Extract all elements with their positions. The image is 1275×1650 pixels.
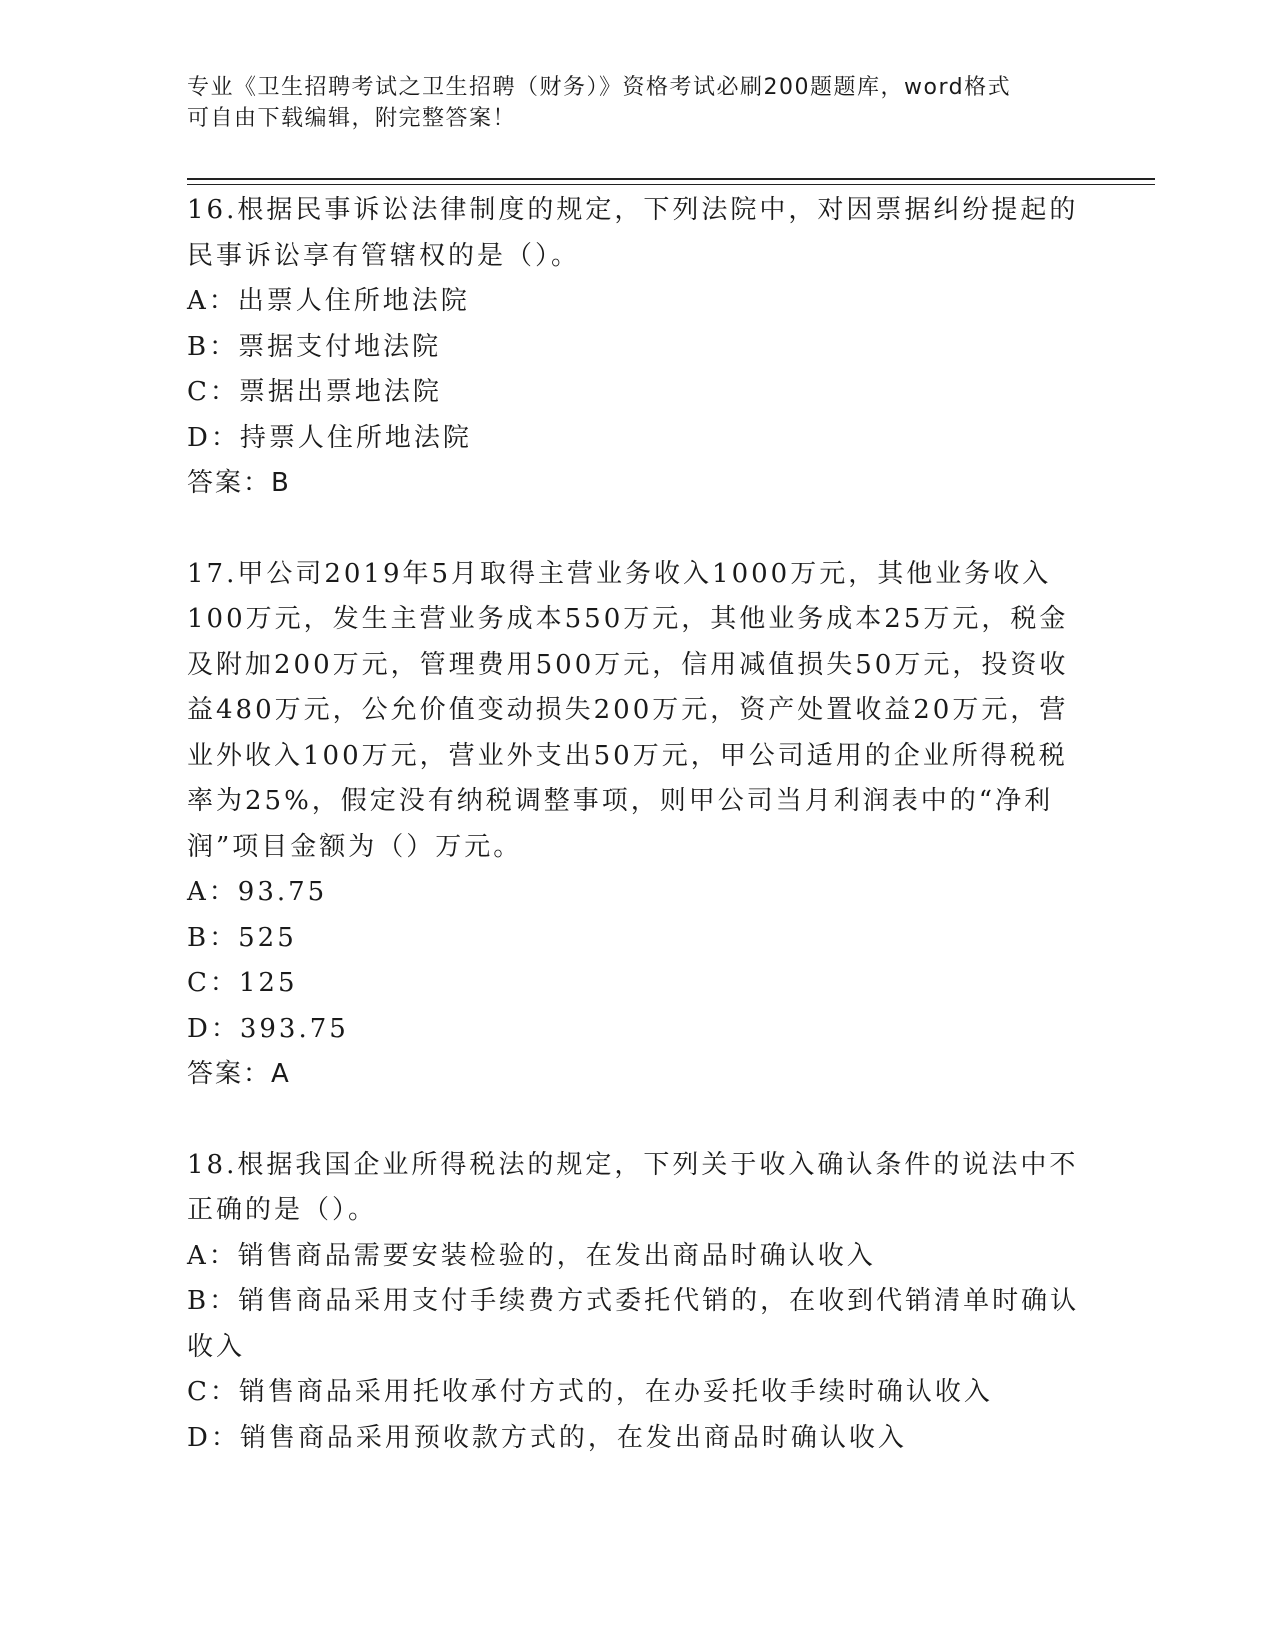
option-a: A：销售商品需要安装检验的，在发出商品时确认收入 [187, 1240, 876, 1271]
question-stem-line: 18.根据我国企业所得税法的规定，下列关于收入确认条件的说法中不 [187, 1149, 1079, 1180]
question-16 [187, 188, 1087, 507]
answer-label: 答案：A [187, 1059, 291, 1089]
option-d: D：持票人住所地法院 [187, 422, 472, 453]
question-stem-line: 民事诉讼享有管辖权的是（）。 [187, 240, 581, 271]
option-a: A：出票人住所地法院 [187, 286, 470, 316]
question-stem-line: 100万元，发生主营业务成本550万元，其他业务成本25万元，税金 [187, 604, 1069, 634]
question-stem-line: 业外收入100万元，营业外支出50万元，甲公司适用的企业所得税税 [187, 740, 1068, 771]
question-list [187, 188, 1087, 1506]
option-c: C：销售商品采用托收承付方式的，在办妥托收手续时确认收入 [187, 1377, 993, 1407]
option-d: D：销售商品采用预收款方式的，在发出商品时确认收入 [187, 1422, 907, 1453]
question-stem-line: 益480万元，公允价值变动损失200万元，资产处置收益20万元，营 [187, 695, 1069, 725]
option-c: C：125 [187, 968, 298, 998]
header-rule [187, 184, 1155, 185]
header-rule [187, 178, 1155, 180]
document-header [187, 72, 1067, 134]
option-b: B：票据支付地法院 [187, 331, 442, 362]
option-d: D：393.75 [187, 1013, 349, 1044]
question-stem-line: 润”项目金额为（）万元。 [187, 831, 523, 862]
question-stem-line: 及附加200万元，管理费用500万元，信用减值损失50万元，投资收 [187, 649, 1069, 680]
option-a: A：93.75 [187, 877, 328, 907]
header-line: 专业《卫生招聘考试之卫生招聘（财务）》资格考试必刷200题题库，word格式 [187, 75, 1012, 100]
question-stem-line: 17.甲公司2019年5月取得主营业务收入1000万元，其他业务收入 [187, 558, 1052, 589]
option-b-continued: 收入 [187, 1331, 246, 1362]
question-stem-line: 16.根据民事诉讼法律制度的规定，下列法院中，对因票据纠纷提起的 [187, 195, 1079, 225]
question-17 [187, 552, 1087, 1098]
question-18 [187, 1143, 1087, 1462]
option-c: C：票据出票地法院 [187, 377, 442, 407]
answer-label: 答案：B [187, 468, 291, 498]
header-line: 可自由下载编辑，附完整答案！ [187, 106, 517, 131]
option-b: B：销售商品采用支付手续费方式委托代销的，在收到代销清单时确认 [187, 1286, 1080, 1316]
question-stem-line: 正确的是（）。 [187, 1195, 378, 1225]
option-b: B：525 [187, 922, 297, 953]
question-stem-line: 率为25%，假定没有纳税调整事项，则甲公司当月利润表中的“净利 [187, 786, 1054, 816]
